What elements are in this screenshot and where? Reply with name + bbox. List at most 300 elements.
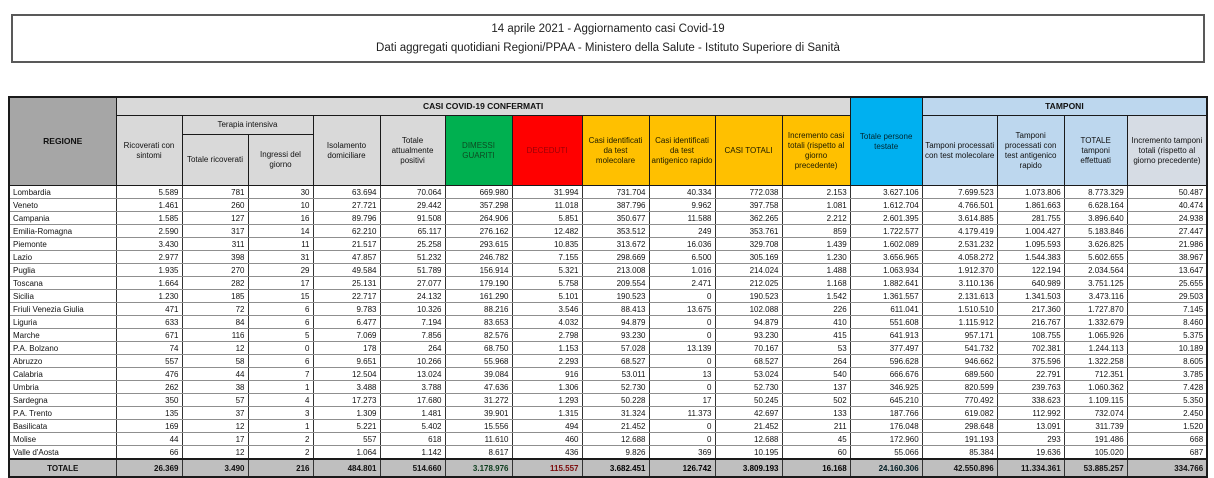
value-cell: 5.321 [512,264,582,277]
value-cell: 687 [1127,446,1207,460]
value-cell: 57.028 [582,342,649,355]
value-cell: 27.077 [380,277,445,290]
table-row [9,290,1207,303]
value-cell: 52.730 [582,381,649,394]
total-value-cell: 115.557 [512,459,582,477]
table-row [9,199,1207,212]
covid-data-table [8,96,1208,478]
value-cell: 12.504 [313,368,380,381]
value-cell: 1.461 [116,199,182,212]
total-value-cell: 53.885.257 [1064,459,1127,477]
column-header-tamponi-molecolare: Tamponi processati con test molecolare [922,116,997,186]
value-cell: 1.115.912 [922,316,997,329]
region-name-cell: Veneto [9,199,116,212]
value-cell: 350.677 [582,212,649,225]
value-cell: 281.755 [997,212,1064,225]
value-cell: 1.004.427 [997,225,1064,238]
value-cell: 3.627.106 [850,186,922,199]
value-cell: 346.925 [850,381,922,394]
value-cell: 1.664 [116,277,182,290]
table-row [9,407,1207,420]
value-cell: 11.018 [512,199,582,212]
value-cell: 3.751.125 [1064,277,1127,290]
column-header-regione: REGIONE [9,97,116,186]
value-cell: 12.482 [512,225,582,238]
value-cell: 298.648 [922,420,997,433]
table-row [9,303,1207,316]
value-cell: 53.024 [715,368,782,381]
value-cell: 1.341.503 [997,290,1064,303]
value-cell: 13 [649,368,715,381]
value-cell: 7 [248,368,313,381]
value-cell: 369 [649,446,715,460]
value-cell: 916 [512,368,582,381]
value-cell: 55.968 [445,355,512,368]
value-cell: 85.384 [922,446,997,460]
value-cell: 9.962 [649,199,715,212]
column-header-tamponi-totale: TOTALE tamponi effettuati [1064,116,1127,186]
value-cell: 11 [248,238,313,251]
value-cell: 3.626.825 [1064,238,1127,251]
value-cell: 820.599 [922,381,997,394]
value-cell: 3.785 [1127,368,1207,381]
value-cell: 859 [782,225,850,238]
value-cell: 1.306 [512,381,582,394]
value-cell: 7.699.523 [922,186,997,199]
value-cell: 1.602.089 [850,238,922,251]
value-cell: 161.290 [445,290,512,303]
column-header-deceduti: DECEDUTI [512,116,582,186]
value-cell: 1.142 [380,446,445,460]
value-cell: 2.601.395 [850,212,922,225]
value-cell: 260 [182,199,248,212]
value-cell: 27.447 [1127,225,1207,238]
region-name-cell: Calabria [9,368,116,381]
value-cell: 17.680 [380,394,445,407]
value-cell: 25.131 [313,277,380,290]
value-cell: 53.011 [582,368,649,381]
value-cell: 1.481 [380,407,445,420]
value-cell: 731.704 [582,186,649,199]
report-title-line1: 14 aprile 2021 - Aggiornamento casi Covid-19 [491,23,725,35]
value-cell: 375.596 [997,355,1064,368]
value-cell: 178 [313,342,380,355]
value-cell: 93.230 [715,329,782,342]
value-cell: 25.655 [1127,277,1207,290]
value-cell: 293.615 [445,238,512,251]
value-cell: 239.763 [997,381,1064,394]
region-name-cell: Marche [9,329,116,342]
value-cell: 7.194 [380,316,445,329]
value-cell: 105.020 [1064,446,1127,460]
value-cell: 9.826 [582,446,649,460]
value-cell: 4.032 [512,316,582,329]
table-row [9,238,1207,251]
group-header-tamponi: TAMPONI [922,97,1207,116]
value-cell: 82.576 [445,329,512,342]
value-cell: 5.589 [116,186,182,199]
value-cell: 1.510.510 [922,303,997,316]
value-cell: 311.739 [1064,420,1127,433]
value-cell: 4.766.501 [922,199,997,212]
value-cell: 1.935 [116,264,182,277]
value-cell: 1.230 [782,251,850,264]
value-cell: 70.064 [380,186,445,199]
value-cell: 29 [248,264,313,277]
value-cell: 5.758 [512,277,582,290]
value-cell: 1 [248,381,313,394]
value-cell: 5.221 [313,420,380,433]
value-cell: 668 [1127,433,1207,446]
value-cell: 1.109.115 [1064,394,1127,407]
value-cell: 13.675 [649,303,715,316]
value-cell: 640.989 [997,277,1064,290]
value-cell: 21.986 [1127,238,1207,251]
value-cell: 0 [649,420,715,433]
value-cell: 10.266 [380,355,445,368]
value-cell: 212.025 [715,277,782,290]
value-cell: 68.750 [445,342,512,355]
value-cell: 6 [248,303,313,316]
value-cell: 17.273 [313,394,380,407]
value-cell: 1.542 [782,290,850,303]
value-cell: 226 [782,303,850,316]
value-cell: 249 [649,225,715,238]
value-cell: 29.442 [380,199,445,212]
value-cell: 214.024 [715,264,782,277]
value-cell: 216.767 [997,316,1064,329]
value-cell: 2.977 [116,251,182,264]
value-cell: 557 [313,433,380,446]
value-cell: 264.906 [445,212,512,225]
value-cell: 387.796 [582,199,649,212]
value-cell: 12.688 [715,433,782,446]
value-cell: 712.351 [1064,368,1127,381]
value-cell: 1.315 [512,407,582,420]
value-cell: 1.332.679 [1064,316,1127,329]
value-cell: 1.322.258 [1064,355,1127,368]
value-cell: 732.074 [1064,407,1127,420]
region-name-cell: Friuli Venezia Giulia [9,303,116,316]
value-cell: 49.584 [313,264,380,277]
value-cell: 13.091 [997,420,1064,433]
value-cell: 217.360 [997,303,1064,316]
value-cell: 6 [248,355,313,368]
value-cell: 13.139 [649,342,715,355]
value-cell: 5 [248,329,313,342]
value-cell: 1.439 [782,238,850,251]
column-header-persone-testate: Totale persone testate [850,97,922,186]
region-name-cell: Abruzzo [9,355,116,368]
column-header-tamponi-antigenico: Tamponi processati con test antigenico rapido [997,116,1064,186]
value-cell: 397.758 [715,199,782,212]
value-cell: 436 [512,446,582,460]
value-cell: 689.560 [922,368,997,381]
value-cell: 176.048 [850,420,922,433]
value-cell: 3.788 [380,381,445,394]
value-cell: 209.554 [582,277,649,290]
value-cell: 7.856 [380,329,445,342]
table-body [9,186,1207,478]
value-cell: 1.063.934 [850,264,922,277]
value-cell: 460 [512,433,582,446]
value-cell: 8.605 [1127,355,1207,368]
value-cell: 2.293 [512,355,582,368]
value-cell: 31.324 [582,407,649,420]
total-value-cell: 216 [248,459,313,477]
value-cell: 10.195 [715,446,782,460]
value-cell: 10 [248,199,313,212]
value-cell: 127 [182,212,248,225]
total-value-cell: 16.168 [782,459,850,477]
value-cell: 190.523 [582,290,649,303]
value-cell: 137 [782,381,850,394]
value-cell: 4 [248,394,313,407]
value-cell: 116 [182,329,248,342]
value-cell: 22.791 [997,368,1064,381]
value-cell: 1.293 [512,394,582,407]
value-cell: 0 [649,355,715,368]
column-header-dimessi-guariti: DIMESSI GUARITI [445,116,512,186]
value-cell: 9.783 [313,303,380,316]
value-cell: 3.488 [313,381,380,394]
column-header-terapia-totale: Totale ricoverati [182,135,248,186]
region-name-cell: Umbria [9,381,116,394]
column-header-isolamento: Isolamento domiciliare [313,116,380,186]
value-cell: 17 [182,433,248,446]
value-cell: 11.373 [649,407,715,420]
value-cell: 1.016 [649,264,715,277]
value-cell: 51.789 [380,264,445,277]
value-cell: 1.612.704 [850,199,922,212]
value-cell: 1.073.806 [997,186,1064,199]
value-cell: 671 [116,329,182,342]
total-label-cell: TOTALE [9,459,116,477]
value-cell: 5.101 [512,290,582,303]
column-header-casi-molecolare: Casi identificati da test molecolare [582,116,649,186]
value-cell: 50.487 [1127,186,1207,199]
value-cell: 25.258 [380,238,445,251]
value-cell: 1.309 [313,407,380,420]
region-name-cell: Molise [9,433,116,446]
value-cell: 5.851 [512,212,582,225]
value-cell: 8.460 [1127,316,1207,329]
table-row [9,277,1207,290]
value-cell: 83.653 [445,316,512,329]
value-cell: 8.617 [445,446,512,460]
value-cell: 5.350 [1127,394,1207,407]
table-row [9,329,1207,342]
value-cell: 51.232 [380,251,445,264]
value-cell: 60 [782,446,850,460]
table-row [9,381,1207,394]
region-name-cell: Basilicata [9,420,116,433]
value-cell: 5.602.655 [1064,251,1127,264]
total-value-cell: 334.766 [1127,459,1207,477]
value-cell: 211 [782,420,850,433]
value-cell: 44 [182,368,248,381]
value-cell: 11.588 [649,212,715,225]
value-cell: 13.024 [380,368,445,381]
value-cell: 1.095.593 [997,238,1064,251]
value-cell: 317 [182,225,248,238]
value-cell: 619.082 [922,407,997,420]
value-cell: 540 [782,368,850,381]
value-cell: 3.473.116 [1064,290,1127,303]
value-cell: 1.585 [116,212,182,225]
value-cell: 7.428 [1127,381,1207,394]
value-cell: 611.041 [850,303,922,316]
value-cell: 40.474 [1127,199,1207,212]
value-cell: 2.131.613 [922,290,997,303]
value-cell: 3.896.640 [1064,212,1127,225]
value-cell: 68.527 [582,355,649,368]
group-header-casi-confermati: CASI COVID-19 CONFERMATI [116,97,850,116]
value-cell: 5.183.846 [1064,225,1127,238]
value-cell: 19.636 [997,446,1064,460]
value-cell: 1.882.641 [850,277,922,290]
value-cell: 293 [997,433,1064,446]
value-cell: 1.064 [313,446,380,460]
value-cell: 1.488 [782,264,850,277]
column-header-casi-antigenico: Casi identificati da test antigenico rapido [649,116,715,186]
value-cell: 1.722.577 [850,225,922,238]
total-value-cell: 42.550.896 [922,459,997,477]
region-name-cell: Campania [9,212,116,225]
value-cell: 377.497 [850,342,922,355]
report-title-line2: Dati aggregati quotidiani Regioni/PPAA - Ministero della Salute - Istituto Superiore di Sanità [376,42,840,54]
value-cell: 6.477 [313,316,380,329]
value-cell: 2.590 [116,225,182,238]
value-cell: 24.132 [380,290,445,303]
table-row [9,342,1207,355]
value-cell: 12 [182,446,248,460]
value-cell: 31 [248,251,313,264]
value-cell: 14 [248,225,313,238]
value-cell: 72 [182,303,248,316]
value-cell: 1.168 [782,277,850,290]
total-value-cell: 126.742 [649,459,715,477]
table-row [9,433,1207,446]
value-cell: 7.069 [313,329,380,342]
value-cell: 57 [182,394,248,407]
value-cell: 3.614.885 [922,212,997,225]
column-header-incremento-tamponi: Incremento tamponi totali (rispetto al giorno precedente) [1127,116,1207,186]
table-total-row [9,459,1207,477]
value-cell: 313.672 [582,238,649,251]
value-cell: 156.914 [445,264,512,277]
value-cell: 37 [182,407,248,420]
value-cell: 0 [649,316,715,329]
value-cell: 305.169 [715,251,782,264]
total-value-cell: 3.178.976 [445,459,512,477]
value-cell: 88.413 [582,303,649,316]
value-cell: 2.153 [782,186,850,199]
value-cell: 3.656.965 [850,251,922,264]
value-cell: 4.179.419 [922,225,997,238]
value-cell: 641.913 [850,329,922,342]
value-cell: 502 [782,394,850,407]
value-cell: 10.326 [380,303,445,316]
value-cell: 494 [512,420,582,433]
table-header [9,97,1207,186]
value-cell: 84 [182,316,248,329]
total-value-cell: 3.809.193 [715,459,782,477]
total-value-cell: 484.801 [313,459,380,477]
value-cell: 22.717 [313,290,380,303]
value-cell: 39.084 [445,368,512,381]
value-cell: 781 [182,186,248,199]
value-cell: 185 [182,290,248,303]
value-cell: 471 [116,303,182,316]
region-name-cell: Sardegna [9,394,116,407]
column-header-attualmente-positivi: Totale attualmente positivi [380,116,445,186]
value-cell: 30 [248,186,313,199]
value-cell: 169 [116,420,182,433]
value-cell: 270 [182,264,248,277]
value-cell: 89.796 [313,212,380,225]
value-cell: 16 [248,212,313,225]
report-title-box [11,14,1205,63]
value-cell: 17 [649,394,715,407]
total-value-cell: 26.369 [116,459,182,477]
total-value-cell: 24.160.306 [850,459,922,477]
value-cell: 108.755 [997,329,1064,342]
value-cell: 21.452 [582,420,649,433]
value-cell: 264 [380,342,445,355]
value-cell: 12 [182,420,248,433]
value-cell: 172.960 [850,433,922,446]
table-row [9,316,1207,329]
value-cell: 3 [248,407,313,420]
value-cell: 298.669 [582,251,649,264]
value-cell: 93.230 [582,329,649,342]
value-cell: 190.523 [715,290,782,303]
value-cell: 350 [116,394,182,407]
value-cell: 1.230 [116,290,182,303]
value-cell: 42.697 [715,407,782,420]
value-cell: 58 [182,355,248,368]
value-cell: 55.066 [850,446,922,460]
value-cell: 2.034.564 [1064,264,1127,277]
value-cell: 17 [248,277,313,290]
value-cell: 50.228 [582,394,649,407]
value-cell: 596.628 [850,355,922,368]
value-cell: 11.610 [445,433,512,446]
value-cell: 45 [782,433,850,446]
value-cell: 179.190 [445,277,512,290]
table-row [9,251,1207,264]
value-cell: 2 [248,446,313,460]
value-cell: 1.544.383 [997,251,1064,264]
value-cell: 770.492 [922,394,997,407]
total-value-cell: 3.490 [182,459,248,477]
value-cell: 38 [182,381,248,394]
value-cell: 187.766 [850,407,922,420]
value-cell: 0 [649,329,715,342]
value-cell: 541.732 [922,342,997,355]
column-header-incremento-casi: Incremento casi totali (rispetto al giorno precedente) [782,116,850,186]
value-cell: 15 [248,290,313,303]
value-cell: 1.361.557 [850,290,922,303]
value-cell: 282 [182,277,248,290]
value-cell: 47.857 [313,251,380,264]
value-cell: 946.662 [922,355,997,368]
value-cell: 1.861.663 [997,199,1064,212]
table-row [9,420,1207,433]
value-cell: 29.503 [1127,290,1207,303]
value-cell: 0 [248,342,313,355]
